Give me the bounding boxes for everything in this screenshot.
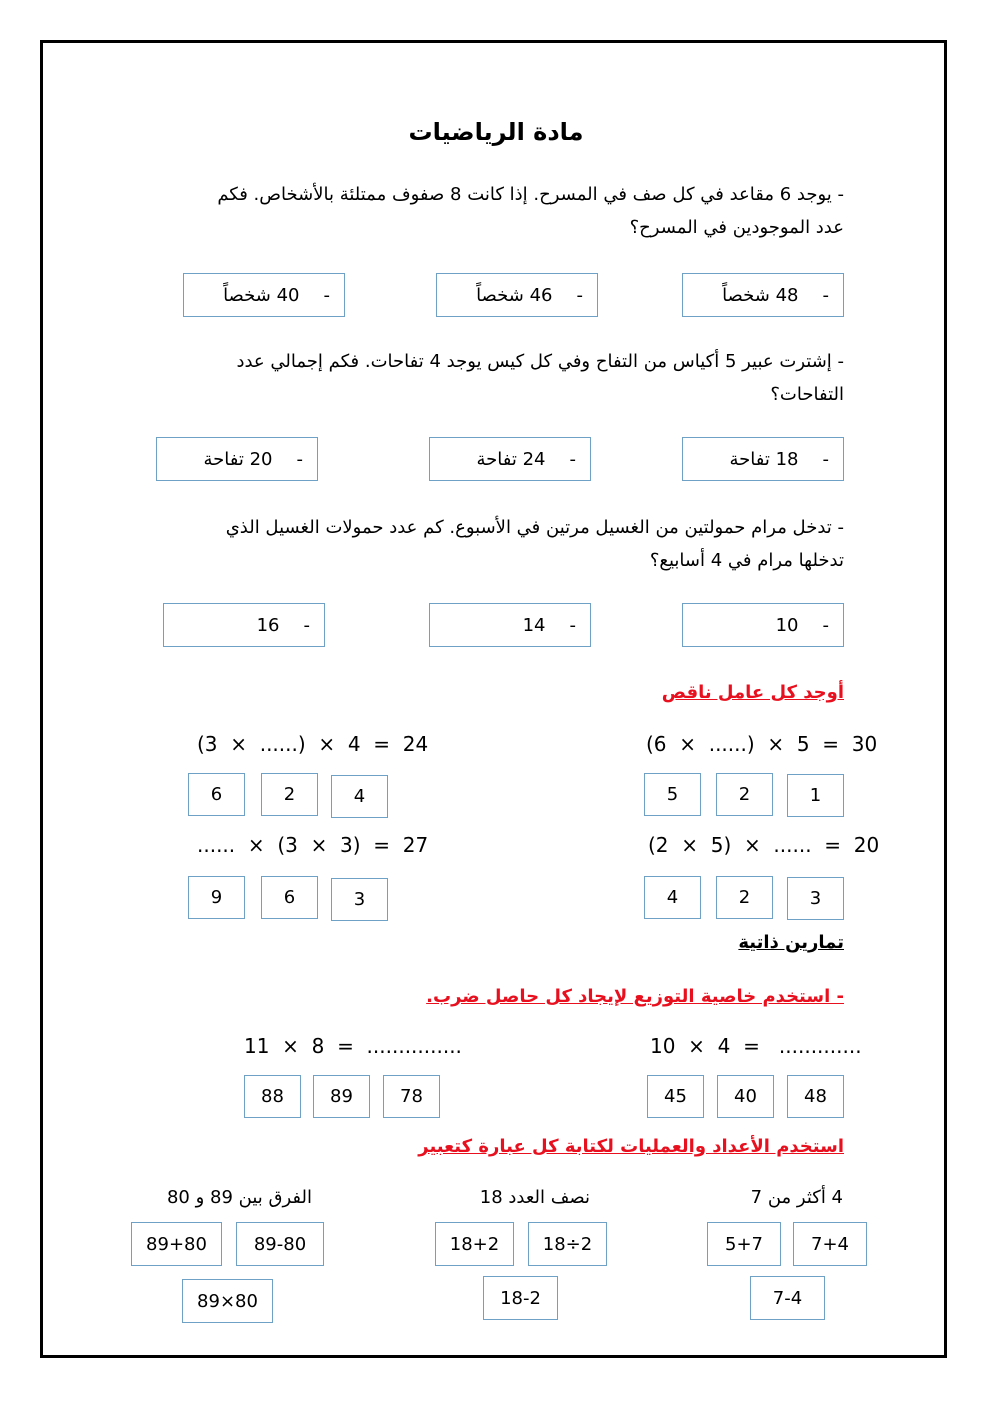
option-label: 46 شخصاً [476, 284, 553, 306]
missing-factor-2-choice-2[interactable]: 2 [261, 773, 318, 816]
missing-factor-1-choice-3[interactable]: 5 [644, 773, 701, 816]
missing-factor-4-choice-3[interactable]: 9 [188, 876, 245, 919]
page-title: مادة الرياضيات [408, 118, 584, 146]
option-dash: - [576, 284, 583, 306]
option-dash: - [822, 614, 829, 636]
missing-factor-1-choice-2[interactable]: 2 [716, 773, 773, 816]
expression-1-choice-3[interactable]: 7-4 [750, 1276, 825, 1320]
question-3-option-3[interactable] [163, 603, 325, 647]
expression-1-choice-1[interactable]: 7+4 [793, 1222, 867, 1266]
question-3-option-1[interactable] [682, 603, 844, 647]
distribution-2-choice-2[interactable]: 89 [313, 1075, 370, 1118]
distribution-1-choice-2[interactable]: 40 [717, 1075, 774, 1118]
question-3-text: - تدخل مرام حمولتين من الغسيل مرتين في الأسبوع. كم عدد حمولات الغسيل الذي تدخلها مرام في 4 أسابيع؟ [225, 517, 844, 571]
option-dash: - [323, 284, 330, 306]
question-2-option-1[interactable] [682, 437, 844, 481]
distribution-1-choice-3[interactable]: 45 [647, 1075, 704, 1118]
distribution-equation-1: 10 × 4 = ............. [650, 1034, 862, 1058]
question-1-option-2[interactable] [436, 273, 598, 317]
question-3-option-2[interactable] [429, 603, 591, 647]
option-label: 18 تفاحة [729, 448, 799, 470]
distribution-heading: - استخدم خاصية التوزيع لإيجاد كل حاصل ضرب. [426, 986, 844, 1007]
missing-factor-2-choice-3[interactable]: 6 [188, 773, 245, 816]
option-dash: - [569, 614, 576, 636]
option-label: 16 [256, 614, 280, 636]
missing-factor-heading: أوجد كل عامل ناقص [661, 682, 844, 703]
expression-3-choice-3[interactable]: 89×80 [182, 1279, 273, 1323]
question-2-option-3[interactable] [156, 437, 318, 481]
expression-1-choice-2[interactable]: 5+7 [707, 1222, 781, 1266]
missing-factor-3-choice-1[interactable]: 3 [787, 877, 844, 920]
option-label: 10 [775, 614, 799, 636]
option-label: 20 تفاحة [203, 448, 273, 470]
option-dash: - [296, 448, 303, 470]
question-2-option-2[interactable] [429, 437, 591, 481]
distribution-equation-2: 11 × 8 = ............... [244, 1034, 462, 1058]
missing-factor-3-choice-2[interactable]: 2 [716, 876, 773, 919]
distribution-2-choice-3[interactable]: 88 [244, 1075, 301, 1118]
option-dash: - [822, 284, 829, 306]
option-label: 40 شخصاً [223, 284, 300, 306]
expression-3-choice-1[interactable]: 89-80 [236, 1222, 324, 1266]
expressions-heading: استخدم الأعداد والعمليات لكتابة كل عبارة كتعبير [418, 1136, 844, 1157]
question-1-text: - يوجد 6 مقاعد في كل صف في المسرح. إذا كانت 8 صفوف ممتلئة بالأشخاص. فكم عدد الموجودين في المسرح؟ [217, 184, 844, 238]
missing-factor-1-choice-1[interactable]: 1 [787, 774, 844, 817]
missing-factor-equation-3: (2 × 5) × ...... = 20 [648, 833, 880, 857]
expression-2-label: نصف العدد 18 [479, 1187, 590, 1208]
option-dash: - [569, 448, 576, 470]
missing-factor-equation-4: ...... × (3 × 3) = 27 [197, 833, 429, 857]
option-label: 48 شخصاً [722, 284, 799, 306]
missing-factor-equation-2: (3 × ......) × 4 = 24 [197, 732, 429, 756]
distribution-2-choice-1[interactable]: 78 [383, 1075, 440, 1118]
expression-1-label: 4 أكثر من 7 [750, 1187, 843, 1208]
option-dash: - [303, 614, 310, 636]
missing-factor-4-choice-2[interactable]: 6 [261, 876, 318, 919]
expression-3-choice-2[interactable]: 89+80 [131, 1222, 222, 1266]
expression-2-choice-2[interactable]: 18+2 [435, 1222, 514, 1266]
expression-3-label: الفرق بين 89 و 80 [166, 1187, 312, 1208]
question-2-text: - إشترت عبير 5 أكياس من التفاح وفي كل كيس يوجد 4 تفاحات. فكم إجمالي عدد التفاحات؟ [236, 351, 844, 405]
missing-factor-4-choice-1[interactable]: 3 [331, 878, 388, 921]
missing-factor-equation-1: (6 × ......) × 5 = 30 [646, 732, 878, 756]
question-1-option-1[interactable] [682, 273, 844, 317]
option-label: 24 تفاحة [476, 448, 546, 470]
missing-factor-3-choice-3[interactable]: 4 [644, 876, 701, 919]
self-exercises-heading: تمارين ذاتية [738, 932, 844, 953]
option-label: 14 [522, 614, 546, 636]
question-1-option-3[interactable] [183, 273, 345, 317]
option-dash: - [822, 448, 829, 470]
expression-2-choice-1[interactable]: 18÷2 [528, 1222, 607, 1266]
expression-2-choice-3[interactable]: 18-2 [483, 1276, 558, 1320]
distribution-1-choice-1[interactable]: 48 [787, 1075, 844, 1118]
missing-factor-2-choice-1[interactable]: 4 [331, 775, 388, 818]
